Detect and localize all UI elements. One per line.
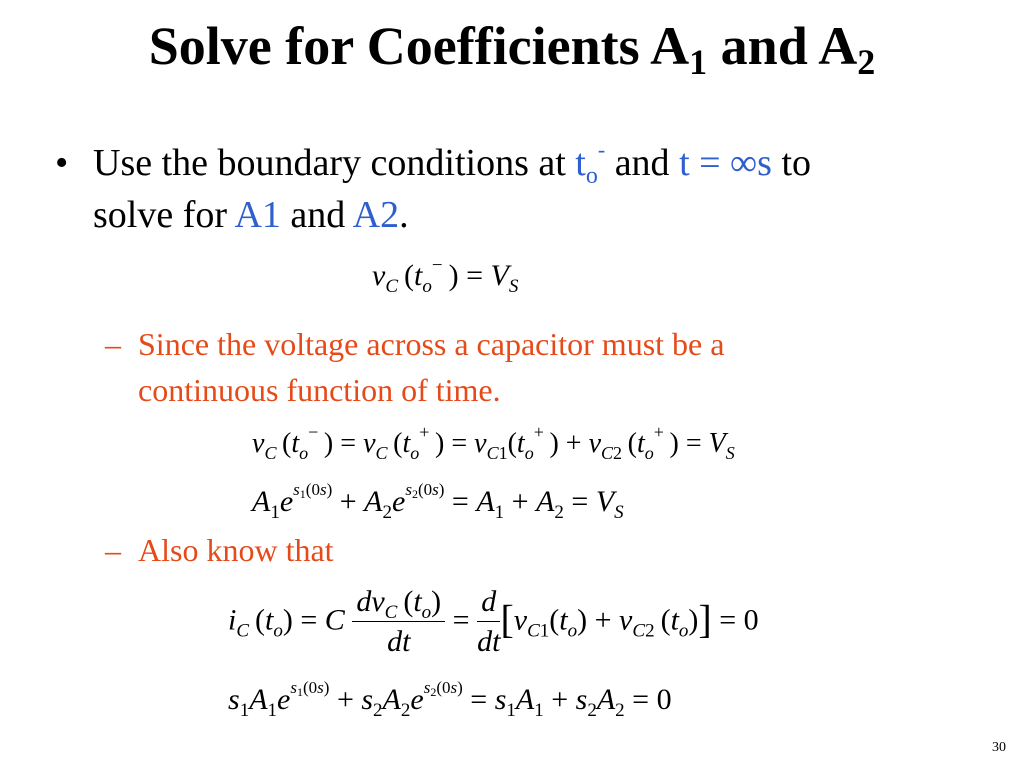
equation-continuity: $v_C$ ($t_o^-$ ) = $v_C$ ($t_o^+$ ) = $v_{C1}(t_o^+$ ) + $v_{C2}$ ($t_o^+$ ) = $V_S$ (252, 422, 735, 463)
sub-bullet-2-text: Also know that (138, 532, 334, 568)
coefficient-a2: A2 (352, 194, 400, 236)
t-infinity: t = ∞s (679, 142, 772, 184)
title-text-and: and A (707, 16, 858, 76)
sub-bullet-1-line-2: continuous function of time. (138, 372, 501, 408)
sub-bullet-dash-2: – (105, 532, 121, 568)
fraction-dvc-dt: $\frac{dv_C (t_o)}{dt}$ (352, 585, 445, 660)
equation-coefficient-sum: $A_1e^{s_1(0s)} + A_2e^{s_2(0s)} = A_1 + A_2 = V_S$ (252, 480, 624, 523)
slide-title (0, 14, 1024, 82)
title-subscript-2: 2 (857, 42, 876, 82)
sub-bullet-1-line-1: Since the voltage across a capacitor must be a (138, 326, 725, 362)
bullet-marker: • (55, 142, 69, 184)
equation-derivative-sum: $s_1A_1e^{s_1(0s)} + s_2A_2e^{s_2(0s)} = s_1A_1 + s_2A_2 = 0$ (228, 678, 672, 721)
coefficient-a1: A1 (234, 194, 281, 236)
sub-bullet-dash-1: – (105, 326, 121, 362)
title-subscript-1: 1 (689, 42, 708, 82)
bullet-line-2: solve for A1 and A2. (93, 194, 409, 236)
fraction-d-dt: $\frac{d}{dt}$ (477, 585, 501, 658)
page-number: 30 (992, 740, 1006, 755)
title-text: Solve for Coefficients A (148, 16, 690, 76)
t-o-symbol: $t_o^-$ (575, 137, 606, 189)
equation-initial-condition: $v_C$ ($t_o^-$ ) = $V_S$ (372, 255, 519, 297)
equation-capacitor-current: $i_C$ $(t_o) = C$ $\frac{dv_C (t_o)}{dt}$ = $\frac{d}{dt}$ [$v_{C1}(t_o) + v_{C2}$ $(t_o)] = 0$ (228, 585, 759, 658)
bullet-line-1: Use the boundary conditions at $t_o^-$ and t = ∞s to (93, 137, 811, 189)
